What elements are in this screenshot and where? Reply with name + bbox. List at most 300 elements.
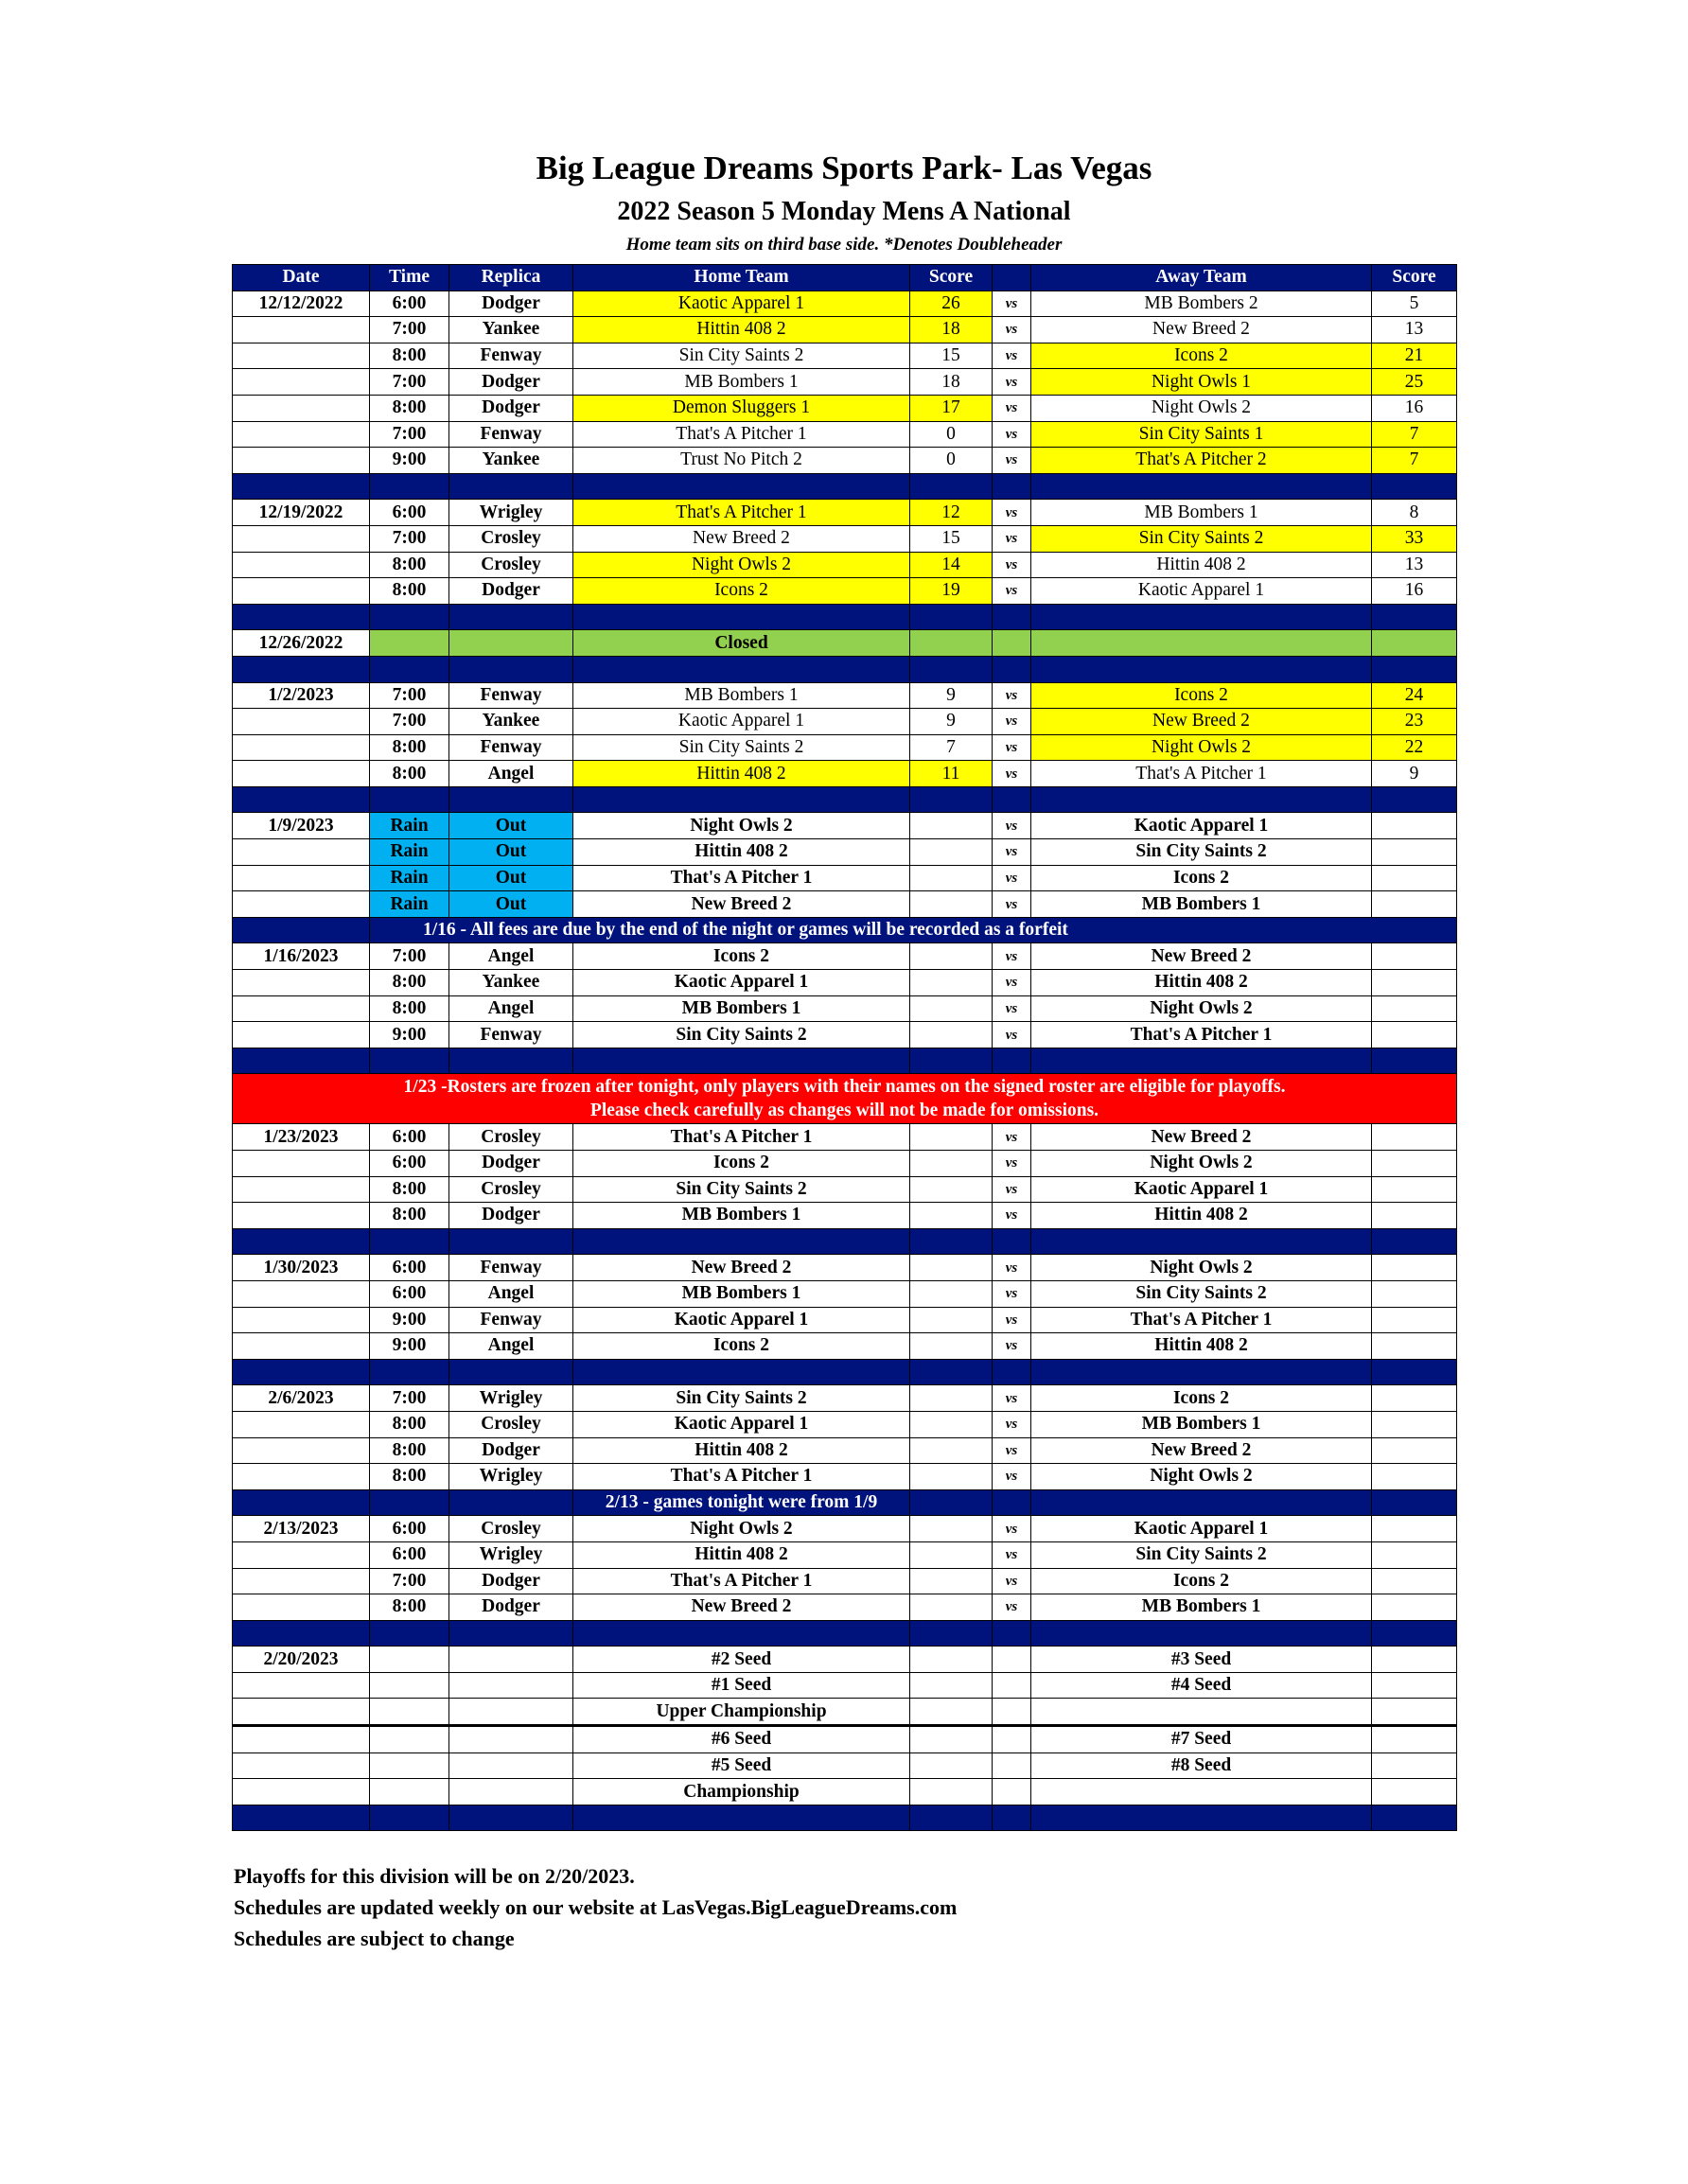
home-team-cell: Hittin 408 2	[573, 839, 910, 866]
separator-cell	[449, 1620, 573, 1647]
time-cell: 8:00	[370, 1594, 449, 1621]
away-score-cell: 7	[1372, 448, 1457, 474]
time-cell: 6:00	[370, 1255, 449, 1281]
away-team-cell: MB Bombers 2	[1031, 291, 1372, 317]
time-cell: 9:00	[370, 448, 449, 474]
game-row	[233, 1151, 1457, 1177]
separator-cell	[1372, 1359, 1457, 1385]
page-title: Big League Dreams Sports Park- Las Vegas	[536, 150, 1152, 186]
vs-cell: vs	[993, 500, 1031, 526]
vs-cell: vs	[993, 1307, 1031, 1333]
footer-playoffs: Playoffs for this division will be on 2/20/2023.	[234, 1864, 635, 1888]
away-score-cell	[1372, 1568, 1457, 1594]
footer-disclaimer: Schedules are subject to change	[234, 1927, 515, 1950]
date-cell	[233, 1437, 370, 1464]
replica-cell: Angel	[449, 943, 573, 970]
away-score-cell	[1372, 1255, 1457, 1281]
replica-cell: Dodger	[449, 1151, 573, 1177]
home-team-cell: Icons 2	[573, 578, 910, 605]
vs-cell	[993, 1726, 1031, 1753]
home-team-cell: Night Owls 2	[573, 552, 910, 578]
separator-cell	[449, 604, 573, 630]
date-cell: 12/26/2022	[233, 630, 370, 657]
date-cell	[233, 1594, 370, 1621]
home-team-cell: MB Bombers 1	[573, 1280, 910, 1307]
date-cell	[233, 1464, 370, 1490]
time-cell: 7:00	[370, 682, 449, 709]
replica-cell	[449, 1752, 573, 1779]
vs-cell: vs	[993, 1464, 1031, 1490]
notice-row	[233, 917, 1457, 943]
separator-cell	[1031, 1489, 1372, 1516]
time-cell: 9:00	[370, 1333, 449, 1360]
away-team-cell: #3 Seed	[1031, 1647, 1372, 1673]
away-team-cell: Hittin 408 2	[1031, 1333, 1372, 1360]
away-team-cell: Night Owls 2	[1031, 1255, 1372, 1281]
home-score-cell	[910, 1176, 993, 1203]
vs-cell: vs	[993, 1151, 1031, 1177]
away-score-cell	[1372, 1176, 1457, 1203]
home-team-cell: Hittin 408 2	[573, 761, 910, 787]
home-team-cell: Upper Championship	[573, 1699, 910, 1726]
time-cell: 7:00	[370, 421, 449, 448]
away-score-cell	[1372, 1385, 1457, 1412]
home-score-cell	[910, 1203, 993, 1229]
game-row	[233, 343, 1457, 369]
away-score-cell	[1372, 813, 1457, 839]
time-cell: 8:00	[370, 1203, 449, 1229]
away-team-cell: #4 Seed	[1031, 1672, 1372, 1699]
vs-cell: vs	[993, 1333, 1031, 1360]
game-row	[233, 395, 1457, 421]
separator-row	[233, 786, 1457, 813]
away-team-cell: New Breed 2	[1031, 1437, 1372, 1464]
replica-cell: Wrigley	[449, 1464, 573, 1490]
away-score-cell	[1372, 1516, 1457, 1542]
date-cell	[233, 1726, 370, 1753]
home-score-cell	[910, 1726, 993, 1753]
replica-cell: Yankee	[449, 709, 573, 735]
away-team-cell: New Breed 2	[1031, 943, 1372, 970]
replica-cell: Dodger	[449, 291, 573, 317]
home-score-cell: 15	[910, 343, 993, 369]
game-row	[233, 1516, 1457, 1542]
col-replica: Replica	[449, 265, 573, 291]
col-date: Date	[233, 265, 370, 291]
separator-cell	[449, 656, 573, 682]
game-row	[233, 1726, 1457, 1753]
vs-cell	[993, 1672, 1031, 1699]
separator-cell	[370, 1805, 449, 1831]
away-score-cell: 33	[1372, 525, 1457, 552]
separator-cell	[370, 1228, 449, 1255]
game-row	[233, 943, 1457, 970]
time-cell: 9:00	[370, 1307, 449, 1333]
time-cell: 8:00	[370, 343, 449, 369]
home-team-cell: Kaotic Apparel 1	[573, 1307, 910, 1333]
time-cell	[370, 1699, 449, 1726]
separator-cell	[370, 1620, 449, 1647]
separator-cell	[233, 1228, 370, 1255]
game-row	[233, 734, 1457, 761]
separator-cell	[1372, 1620, 1457, 1647]
home-score-cell	[910, 1779, 993, 1805]
separator-row	[233, 656, 1457, 682]
time-cell: 7:00	[370, 369, 449, 396]
replica-cell: Fenway	[449, 421, 573, 448]
replica-cell: Yankee	[449, 448, 573, 474]
separator-cell	[449, 1805, 573, 1831]
home-team-cell: Trust No Pitch 2	[573, 448, 910, 474]
time-cell: Rain	[370, 839, 449, 866]
game-row	[233, 1333, 1457, 1360]
separator-row	[233, 1048, 1457, 1074]
separator-cell	[910, 1620, 993, 1647]
game-row	[233, 1385, 1457, 1412]
separator-cell	[1372, 1489, 1457, 1516]
away-team-cell: Hittin 408 2	[1031, 552, 1372, 578]
time-cell: 8:00	[370, 970, 449, 996]
replica-cell: Yankee	[449, 317, 573, 343]
home-score-cell	[910, 630, 993, 657]
replica-cell: Angel	[449, 1333, 573, 1360]
away-score-cell	[1372, 1411, 1457, 1437]
closed-label: Closed	[573, 630, 910, 657]
separator-cell	[910, 1805, 993, 1831]
home-score-cell: 15	[910, 525, 993, 552]
header-note: Home team sits on third base side. *Denotes Doubleheader	[625, 235, 1063, 255]
away-team-cell: New Breed 2	[1031, 709, 1372, 735]
replica-cell: Angel	[449, 995, 573, 1022]
home-score-cell	[910, 1022, 993, 1048]
vs-cell: vs	[993, 1594, 1031, 1621]
away-team-cell: That's A Pitcher 1	[1031, 1307, 1372, 1333]
away-score-cell: 24	[1372, 682, 1457, 709]
home-score-cell: 18	[910, 317, 993, 343]
away-score-cell: 8	[1372, 500, 1457, 526]
time-cell: 7:00	[370, 1568, 449, 1594]
game-row	[233, 1464, 1457, 1490]
home-team-cell: Sin City Saints 2	[573, 1022, 910, 1048]
separator-cell	[233, 1620, 370, 1647]
col-home-score: Score	[910, 265, 993, 291]
time-cell: 6:00	[370, 1541, 449, 1568]
replica-cell: Crosley	[449, 1176, 573, 1203]
separator-cell	[1031, 1805, 1372, 1831]
away-team-cell: #8 Seed	[1031, 1752, 1372, 1779]
separator-cell	[449, 1489, 573, 1516]
game-row	[233, 1255, 1457, 1281]
home-team-cell: Kaotic Apparel 1	[573, 1411, 910, 1437]
away-score-cell	[1372, 1124, 1457, 1151]
away-score-cell	[1372, 891, 1457, 918]
game-row	[233, 1594, 1457, 1621]
date-cell	[233, 1176, 370, 1203]
separator-cell	[993, 1048, 1031, 1074]
vs-cell: vs	[993, 1203, 1031, 1229]
home-score-cell	[910, 1333, 993, 1360]
away-team-cell: MB Bombers 1	[1031, 1411, 1372, 1437]
home-score-cell	[910, 1541, 993, 1568]
date-cell	[233, 578, 370, 605]
separator-row	[233, 1228, 1457, 1255]
vs-cell: vs	[993, 995, 1031, 1022]
away-score-cell: 7	[1372, 421, 1457, 448]
vs-cell: vs	[993, 734, 1031, 761]
date-cell	[233, 421, 370, 448]
date-cell	[233, 709, 370, 735]
home-score-cell: 9	[910, 682, 993, 709]
date-cell: 2/6/2023	[233, 1385, 370, 1412]
separator-cell	[370, 1048, 449, 1074]
separator-cell	[233, 1489, 370, 1516]
home-team-cell: That's A Pitcher 1	[573, 1124, 910, 1151]
home-score-cell: 0	[910, 421, 993, 448]
time-cell: 8:00	[370, 995, 449, 1022]
replica-cell: Dodger	[449, 395, 573, 421]
separator-cell	[573, 1805, 910, 1831]
game-row	[233, 813, 1457, 839]
vs-cell: vs	[993, 970, 1031, 996]
away-score-cell	[1372, 1752, 1457, 1779]
time-cell: Rain	[370, 813, 449, 839]
home-score-cell	[910, 1307, 993, 1333]
time-cell: Rain	[370, 865, 449, 891]
away-score-cell	[1372, 1437, 1457, 1464]
separator-cell	[370, 656, 449, 682]
away-score-cell: 22	[1372, 734, 1457, 761]
home-team-cell: Demon Sluggers 1	[573, 395, 910, 421]
vs-cell: vs	[993, 761, 1031, 787]
separator-cell	[1031, 473, 1372, 500]
away-team-cell: Night Owls 1	[1031, 369, 1372, 396]
home-team-cell: #2 Seed	[573, 1647, 910, 1673]
away-team-cell: Night Owls 2	[1031, 995, 1372, 1022]
away-score-cell	[1372, 1151, 1457, 1177]
away-score-cell	[1372, 1333, 1457, 1360]
game-row	[233, 1176, 1457, 1203]
date-cell: 1/9/2023	[233, 813, 370, 839]
replica-cell: Dodger	[449, 1203, 573, 1229]
home-team-cell: New Breed 2	[573, 891, 910, 918]
replica-cell	[449, 1779, 573, 1805]
vs-cell: vs	[993, 839, 1031, 866]
replica-cell: Dodger	[449, 369, 573, 396]
game-row	[233, 761, 1457, 787]
game-row	[233, 1411, 1457, 1437]
col-time: Time	[370, 265, 449, 291]
away-team-cell: Hittin 408 2	[1031, 970, 1372, 996]
away-team-cell: Icons 2	[1031, 865, 1372, 891]
separator-cell	[233, 604, 370, 630]
vs-cell: vs	[993, 343, 1031, 369]
separator-cell	[449, 1228, 573, 1255]
separator-cell	[573, 1228, 910, 1255]
vs-cell: vs	[993, 1568, 1031, 1594]
away-team-cell: Sin City Saints 2	[1031, 1541, 1372, 1568]
separator-cell	[1372, 1048, 1457, 1074]
away-score-cell: 5	[1372, 291, 1457, 317]
separator-cell	[573, 1620, 910, 1647]
away-team-cell: Night Owls 2	[1031, 1464, 1372, 1490]
date-cell	[233, 734, 370, 761]
separator-cell	[1031, 604, 1372, 630]
page-subtitle: 2022 Season 5 Monday Mens A National	[617, 197, 1071, 226]
away-score-cell	[1372, 1022, 1457, 1048]
date-cell	[233, 1307, 370, 1333]
separator-row	[233, 604, 1457, 630]
vs-cell: vs	[993, 1280, 1031, 1307]
separator-cell	[1031, 1228, 1372, 1255]
home-team-cell: Icons 2	[573, 1151, 910, 1177]
home-team-cell: New Breed 2	[573, 1255, 910, 1281]
home-score-cell	[910, 1255, 993, 1281]
home-score-cell: 12	[910, 500, 993, 526]
separator-row	[233, 473, 1457, 500]
replica-cell: Wrigley	[449, 1541, 573, 1568]
home-score-cell	[910, 1752, 993, 1779]
time-cell: 8:00	[370, 1411, 449, 1437]
replica-cell: Out	[449, 813, 573, 839]
home-team-cell: New Breed 2	[573, 525, 910, 552]
home-team-cell: Sin City Saints 2	[573, 1385, 910, 1412]
separator-cell	[1372, 1805, 1457, 1831]
replica-cell: Out	[449, 839, 573, 866]
home-team-cell: Sin City Saints 2	[573, 1176, 910, 1203]
away-team-cell: That's A Pitcher 2	[1031, 448, 1372, 474]
home-score-cell	[910, 1124, 993, 1151]
vs-cell	[993, 1647, 1031, 1673]
replica-cell: Crosley	[449, 1411, 573, 1437]
vs-cell: vs	[993, 291, 1031, 317]
vs-cell: vs	[993, 1516, 1031, 1542]
time-cell: 6:00	[370, 291, 449, 317]
replica-cell: Dodger	[449, 1568, 573, 1594]
separator-cell	[993, 1228, 1031, 1255]
game-row	[233, 865, 1457, 891]
separator-cell	[1372, 1228, 1457, 1255]
vs-cell: vs	[993, 709, 1031, 735]
away-score-cell	[1372, 1779, 1457, 1805]
roster-notice-line2: Please check carefully as changes will not be made for omissions.	[589, 1101, 1099, 1121]
separator-row	[233, 1620, 1457, 1647]
date-cell	[233, 891, 370, 918]
away-team-cell: Icons 2	[1031, 1385, 1372, 1412]
game-row	[233, 1307, 1457, 1333]
home-team-cell: #6 Seed	[573, 1726, 910, 1753]
separator-cell	[1031, 786, 1372, 813]
away-team-cell: Sin City Saints 1	[1031, 421, 1372, 448]
away-score-cell: 13	[1372, 552, 1457, 578]
replica-cell	[449, 1699, 573, 1726]
separator-cell	[573, 1048, 910, 1074]
date-cell	[233, 1752, 370, 1779]
away-team-cell: Night Owls 2	[1031, 1151, 1372, 1177]
away-score-cell: 16	[1372, 395, 1457, 421]
away-score-cell	[1372, 1464, 1457, 1490]
date-cell	[233, 761, 370, 787]
away-score-cell	[1372, 1672, 1457, 1699]
replica-cell: Fenway	[449, 343, 573, 369]
time-cell: 7:00	[370, 1385, 449, 1412]
vs-cell	[993, 1699, 1031, 1726]
home-score-cell	[910, 1280, 993, 1307]
date-cell	[233, 1568, 370, 1594]
col-vs	[993, 265, 1031, 291]
time-cell	[370, 1779, 449, 1805]
home-score-cell: 11	[910, 761, 993, 787]
separator-cell	[910, 604, 993, 630]
time-cell: 6:00	[370, 500, 449, 526]
home-team-cell: That's A Pitcher 1	[573, 865, 910, 891]
away-score-cell: 25	[1372, 369, 1457, 396]
game-row	[233, 1280, 1457, 1307]
home-score-cell	[910, 1699, 993, 1726]
time-cell	[370, 630, 449, 657]
time-cell: 8:00	[370, 1176, 449, 1203]
separator-cell	[1031, 1048, 1372, 1074]
date-cell	[233, 1779, 370, 1805]
date-cell	[233, 865, 370, 891]
vs-cell: vs	[993, 682, 1031, 709]
date-cell: 2/13/2023	[233, 1516, 370, 1542]
separator-cell	[910, 656, 993, 682]
time-cell	[370, 1726, 449, 1753]
game-row	[233, 578, 1457, 605]
home-score-cell	[910, 1437, 993, 1464]
away-score-cell	[1372, 995, 1457, 1022]
separator-cell	[993, 1359, 1031, 1385]
vs-cell: vs	[993, 1437, 1031, 1464]
separator-cell	[370, 1489, 449, 1516]
date-cell	[233, 839, 370, 866]
game-row	[233, 1672, 1457, 1699]
home-score-cell	[910, 1594, 993, 1621]
vs-cell: vs	[993, 1124, 1031, 1151]
game-row	[233, 1752, 1457, 1779]
separator-row	[233, 1805, 1457, 1831]
schedule-table	[232, 264, 1457, 1831]
separator-cell	[573, 604, 910, 630]
separator-cell	[370, 786, 449, 813]
home-team-cell: That's A Pitcher 1	[573, 1568, 910, 1594]
away-team-cell: MB Bombers 1	[1031, 891, 1372, 918]
game-row	[233, 1699, 1457, 1726]
game-row	[233, 1203, 1457, 1229]
away-team-cell	[1031, 1699, 1372, 1726]
date-cell: 1/23/2023	[233, 1124, 370, 1151]
home-team-cell: That's A Pitcher 1	[573, 500, 910, 526]
separator-cell	[449, 1048, 573, 1074]
away-score-cell: 13	[1372, 317, 1457, 343]
away-score-cell	[1372, 1541, 1457, 1568]
separator-cell	[573, 473, 910, 500]
home-team-cell: Kaotic Apparel 1	[573, 291, 910, 317]
home-team-cell: Championship	[573, 1779, 910, 1805]
separator-cell	[1372, 786, 1457, 813]
game-row	[233, 1124, 1457, 1151]
replica-cell: Fenway	[449, 734, 573, 761]
replica-cell	[449, 630, 573, 657]
time-cell: 6:00	[370, 1151, 449, 1177]
separator-cell	[233, 917, 370, 943]
home-score-cell	[910, 1151, 993, 1177]
home-team-cell: MB Bombers 1	[573, 369, 910, 396]
vs-cell: vs	[993, 525, 1031, 552]
separator-cell	[449, 786, 573, 813]
home-team-cell: That's A Pitcher 1	[573, 1464, 910, 1490]
separator-cell	[233, 656, 370, 682]
